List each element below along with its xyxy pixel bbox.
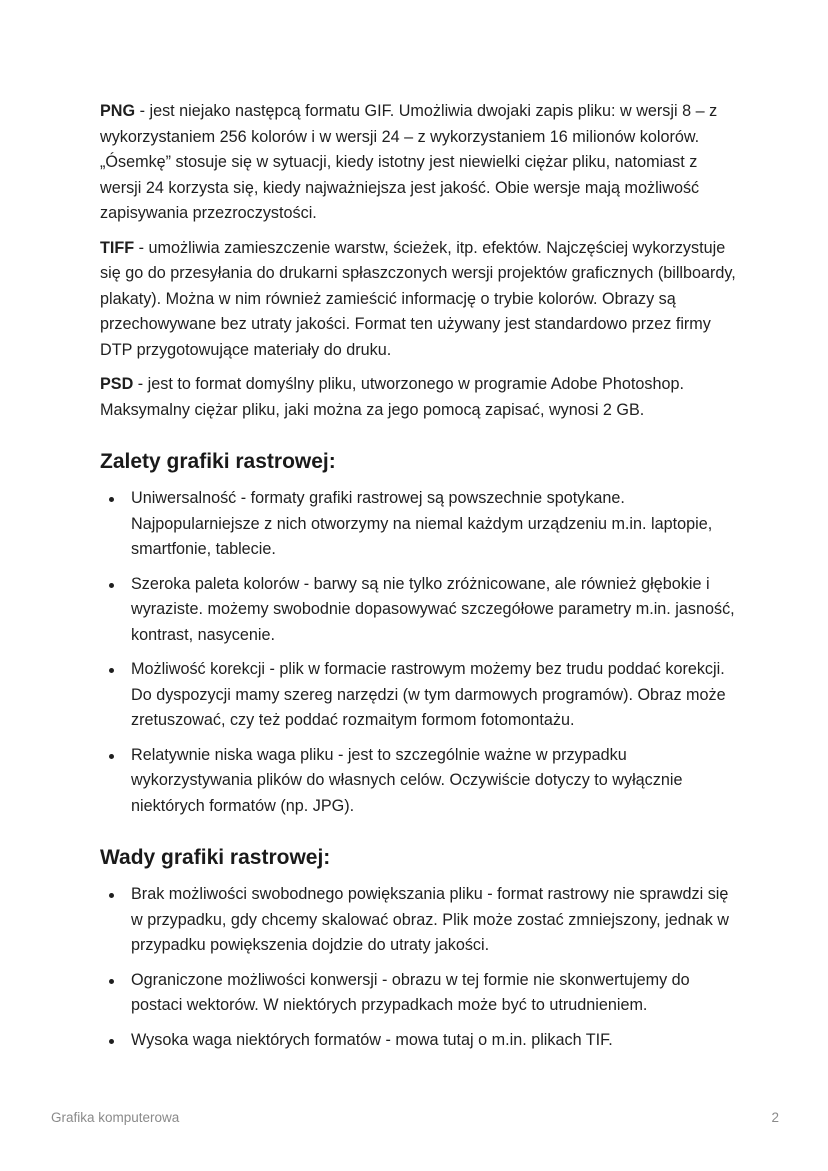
bullet-icon — [109, 979, 114, 984]
advantages-list — [100, 486, 740, 819]
list-item — [100, 572, 740, 649]
disadvantages-list — [100, 882, 740, 1053]
bullet-icon — [109, 754, 114, 759]
list-item-text: Szeroka paleta kolorów - barwy są nie tylko zróżnicowane, ale również głębokie i wyraziste. możemy swobodnie dopasowywać szczegółowe parametry m.in. jasność, kontrast, nasycenie. — [131, 574, 735, 644]
list-item — [100, 486, 740, 563]
format-paragraph-png — [100, 99, 740, 227]
list-item — [100, 743, 740, 820]
list-item — [100, 1028, 740, 1054]
list-item — [100, 968, 740, 1019]
format-description: - umożliwia zamieszczenie warstw, ścieżek, itp. efektów. Najczęściej wykorzystuje się go do przesyłania do drukarni spłaszczonych wersji projektów graficznych (billboardy, plakaty). Można w nim również zamieścić informację o trybie kolorów. Obrazy są przechowywane bez utraty jakości. Format ten używany jest standardowo przez firmy DTP przygotowujące materiały do druku. — [100, 238, 736, 359]
list-item-text: Relatywnie niska waga pliku - jest to szczególnie ważne w przypadku wykorzystywania plików do własnych celów. Oczywiście dotyczy to wyłącznie niektórych formatów (np. JPG). — [131, 745, 683, 815]
disadvantages-heading: Wady grafiki rastrowej: — [100, 846, 331, 869]
format-paragraph-psd — [100, 372, 740, 423]
list-item-text: Brak możliwości swobodnego powiększania pliku - format rastrowy nie sprawdzi się w przypadku, gdy chcemy skalować obraz. Plik może zostać zmniejszony, jednak w przypadku powiększenia dojdzie do utraty jakości. — [131, 885, 729, 954]
bullet-icon — [109, 1039, 114, 1044]
list-item — [100, 882, 740, 959]
bullet-icon — [109, 893, 114, 898]
advantages-heading: Zalety grafiki rastrowej: — [100, 450, 336, 473]
footer-title: Grafika komputerowa — [51, 1110, 180, 1125]
format-paragraph-tiff — [100, 236, 740, 364]
list-item-text: Wysoka waga niektórych formatów - mowa tutaj o m.in. plikach TIF. — [131, 1030, 613, 1049]
format-term: TIFF — [100, 238, 135, 257]
bullet-icon — [109, 668, 114, 673]
list-item-text: Ograniczone możliwości konwersji - obrazu w tej formie nie skonwertujemy do postaci wektorów. W niektórych przypadkach może być to utrudnieniem. — [131, 970, 690, 1014]
bullet-icon — [109, 583, 114, 588]
list-item — [100, 657, 740, 734]
format-term: PNG — [100, 102, 136, 120]
list-item-text: Możliwość korekcji - plik w formacie rastrowym możemy bez trudu poddać korekcji. Do dyspozycji mamy szereg narzędzi (w tym darmowych programów). Obraz może zretuszować, czy też poddać rozmaitym formom fotomontażu. — [131, 660, 726, 729]
list-item-text: Uniwersalność - formaty grafiki rastrowej są powszechnie spotykane. Najpopularniejsze z nich otworzymy na niemal każdym urządzeniu m.in. laptopie, smartfonie, tablecie. — [131, 489, 713, 558]
format-term: PSD — [100, 375, 134, 393]
format-description: - jest to format domyślny pliku, utworzonego w programie Adobe Photoshop. Maksymalny ciężar pliku, jaki można za jego pomocą zapisać, wynosi 2 GB. — [100, 375, 684, 419]
document-body — [100, 99, 740, 1062]
format-description: - jest niejako następcą formatu GIF. Umożliwia dwojaki zapis pliku: w wersji 8 – z wykorzystaniem 256 kolorów i w wersji 24 – z wykorzystaniem 16 milionów kolorów. „Ósemkę” stosuje się w sytuacji, kiedy istotny jest niewielki ciężar pliku, natomiast z wersji 24 korzysta się, kiedy najważniejsza jest jakość. Obie wersje mają możliwość zapisywania przezroczystości. — [100, 102, 718, 222]
page-number: 2 — [771, 1110, 779, 1125]
bullet-icon — [109, 497, 114, 502]
